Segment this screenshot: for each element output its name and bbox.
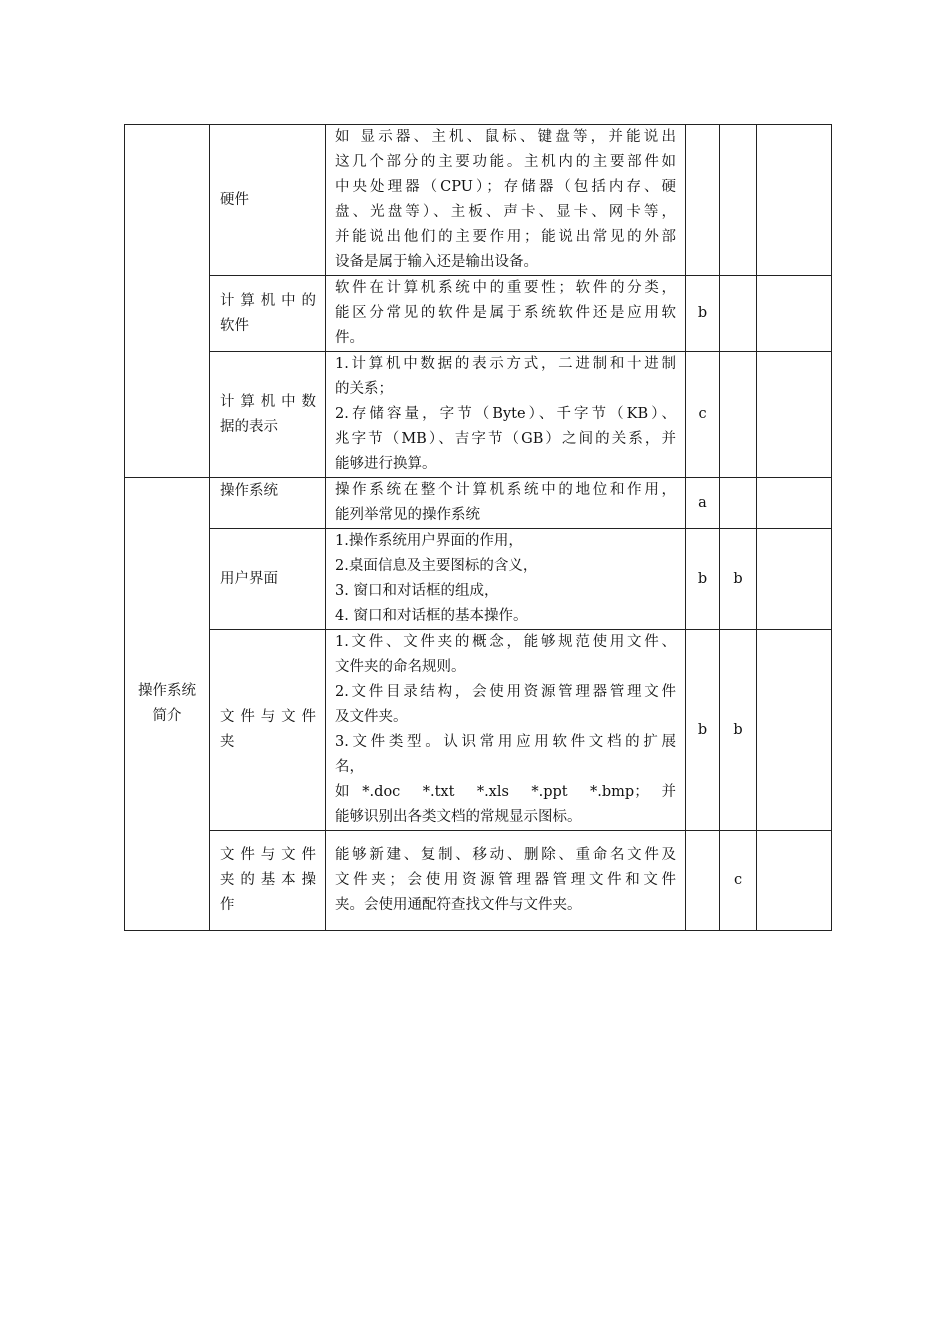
category-cell (125, 125, 210, 478)
description-line: 中央处理器（CPU）；存储器（包括内存、硬 (335, 179, 676, 195)
topic-line: 硬件 (220, 191, 249, 208)
description-line: 及文件夹。 (335, 709, 408, 725)
level-c-cell (757, 831, 832, 931)
topic-cell (210, 478, 326, 529)
table-row (125, 276, 832, 352)
description-line: 1.操作系统用户界面的作用， (335, 533, 523, 549)
level-a-cell: a (686, 478, 720, 529)
table-row (125, 831, 832, 931)
category-cell (125, 478, 210, 931)
level-c-cell (757, 630, 832, 831)
description-line: 的关系； (335, 381, 393, 397)
topic-line: 文件与文件 (220, 709, 316, 725)
description-line: 1.文件、文件夹的概念，能够规范使用文件、 (335, 634, 676, 650)
level-a-cell: c (686, 352, 720, 478)
description-line: 2.存储容量，字节（Byte）、千字节（KB）、 (335, 406, 676, 422)
topic-cell (210, 630, 326, 831)
level-c-cell (757, 529, 832, 630)
table-row (125, 478, 832, 529)
description-line: 夹。会使用通配符查找文件与文件夹。 (335, 897, 582, 913)
level-b-cell (720, 276, 757, 352)
description-line: 文件夹；会使用资源管理器管理文件和文件 (335, 872, 676, 888)
category-label: 操作系统简介 (138, 683, 196, 724)
topic-line: 文件与文件 (220, 847, 316, 863)
topic-line: 用户界面 (220, 570, 278, 587)
description-cell (326, 352, 686, 478)
description-line: 能区分常见的软件是属于系统软件还是应用软 (335, 305, 676, 321)
description-line: 能够新建、复制、移动、删除、重命名文件及 (335, 847, 676, 863)
description-line: 盘、光盘等）、主板、声卡、显卡、网卡等， (335, 204, 676, 220)
description-line: 软件在计算机系统中的重要性；软件的分类， (335, 280, 676, 296)
topic-line: 夹的基本操 (220, 872, 316, 888)
description-line: 4. 窗口和对话框的基本操作。 (335, 608, 528, 624)
description-line: 件。 (335, 330, 364, 346)
description-line: 并能说出他们的主要作用；能说出常见的外部 (335, 229, 676, 245)
description-cell (326, 125, 686, 276)
description-cell (326, 478, 686, 529)
description-line: 3. 窗口和对话框的组成， (335, 583, 499, 599)
topic-line: 据的表示 (220, 418, 278, 435)
description-cell (326, 831, 686, 931)
description-line: 3.文件类型。认识常用应用软件文档的扩展 (335, 734, 676, 750)
description-line: 设备是属于输入还是输出设备。 (335, 254, 538, 270)
level-a-cell: b (686, 276, 720, 352)
topic-cell (210, 352, 326, 478)
description-line: 2.桌面信息及主要图标的含义， (335, 558, 538, 574)
topic-line: 作 (220, 897, 235, 913)
description-line: 文件夹的命名规则。 (335, 659, 466, 675)
description-line: 如*.doc *.txt *.xls *.ppt *.bmp；并 (335, 784, 676, 800)
level-b-cell (720, 125, 757, 276)
topic-line: 软件 (220, 317, 249, 334)
level-b-cell: b (720, 529, 757, 630)
table-row (125, 529, 832, 630)
description-line: 2.文件目录结构，会使用资源管理器管理文件 (335, 684, 676, 700)
level-c-cell (757, 478, 832, 529)
table-row (125, 630, 832, 831)
table-row (125, 125, 832, 276)
description-line: 兆字节（MB）、吉字节（GB）之间的关系，并 (335, 431, 676, 447)
description-line: 能够进行换算。 (335, 456, 437, 472)
level-b-cell (720, 352, 757, 478)
level-a-cell (686, 831, 720, 931)
topic-line: 夹 (220, 734, 235, 750)
level-a-cell: b (686, 529, 720, 630)
description-line: 能列举常见的操作系统 (335, 507, 480, 523)
level-c-cell (757, 125, 832, 276)
topic-cell (210, 276, 326, 352)
description-cell (326, 630, 686, 831)
level-c-cell (757, 352, 832, 478)
topic-cell (210, 125, 326, 276)
level-b-cell (720, 478, 757, 529)
level-b-cell: b (720, 630, 757, 831)
description-cell (326, 276, 686, 352)
topic-line: 计算机中数 (220, 393, 316, 410)
description-line: 操作系统在整个计算机系统中的地位和作用， (335, 482, 676, 498)
description-line: 1.计算机中数据的表示方式，二进制和十进制 (335, 356, 676, 372)
description-line: 名， (335, 759, 364, 775)
description-line: 能够识别出各类文档的常规显示图标。 (335, 809, 582, 825)
description-line: 如 显示器、主机、鼠标、键盘等，并能说出 (335, 129, 676, 145)
level-c-cell (757, 276, 832, 352)
topic-line: 操作系统 (220, 483, 278, 499)
syllabus-table (124, 124, 832, 931)
table-row (125, 352, 832, 478)
topic-cell (210, 831, 326, 931)
description-cell (326, 529, 686, 630)
topic-cell (210, 529, 326, 630)
topic-line: 计算机中的 (220, 292, 316, 309)
level-a-cell (686, 125, 720, 276)
description-line: 这几个部分的主要功能。主机内的主要部件如 (335, 154, 676, 170)
level-a-cell: b (686, 630, 720, 831)
level-b-cell: c (720, 831, 757, 931)
